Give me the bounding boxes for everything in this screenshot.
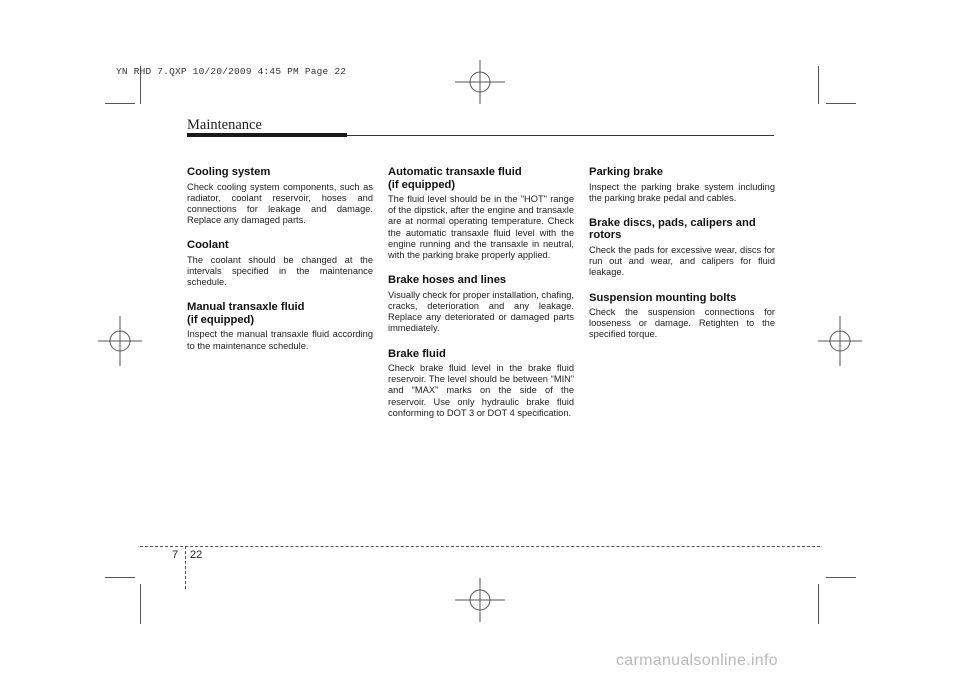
crop-mark — [818, 584, 819, 624]
section-heading: Brake fluid — [388, 347, 446, 360]
section-heading: Suspension mounting bolts — [589, 291, 737, 304]
section-body: Check the pads for excessive wear, discs for run out and wear, and calipers for fluid leakage. — [589, 244, 775, 278]
registration-mark-icon — [98, 316, 142, 366]
crop-mark — [826, 577, 856, 578]
print-slug: YN RHD 7.QXP 10/20/2009 4:45 PM Page 22 — [116, 66, 347, 77]
section-body: The fluid level should be in the "HOT" range of the dipstick, after the engine and transaxle are at normal operating temperature. Check the automatic transaxle fluid level with the engine running and the transaxle in neutral, with the parking brake properly applied. — [388, 194, 574, 261]
section-body: Inspect the parking brake system including the parking brake pedal and cables. — [589, 181, 775, 203]
section-heading: Coolant — [187, 239, 229, 252]
section-body: Check the suspension connections for looseness or damage. Retighten to the specified torque. — [589, 307, 775, 340]
registration-mark-icon — [818, 316, 862, 366]
chapter-number: 7 — [172, 549, 179, 561]
section-heading: Brake hoses and lines — [388, 274, 507, 287]
section-body: The coolant should be changed at the intervals specified in the maintenance schedule. — [187, 254, 373, 288]
crop-mark — [105, 103, 135, 104]
column-1 — [187, 166, 373, 365]
registration-mark-icon — [455, 578, 505, 622]
crop-mark — [140, 584, 141, 624]
footer-divider — [185, 546, 186, 589]
section-heading: Manual transaxle fluid (if equipped) — [187, 301, 305, 326]
section-heading: Brake discs, pads, calipers and rotors — [589, 216, 756, 242]
header-rule-thin — [347, 135, 774, 136]
watermark: carmanualsonline.info — [616, 652, 778, 669]
column-2 — [388, 166, 574, 432]
registration-mark-icon — [455, 60, 505, 104]
section-body: Check brake fluid level in the brake fluid reservoir. The level should be between “MIN” and “MAX” marks on the side of the reservoir. Use only hydraulic brake fluid conforming to DOT 3 or DOT 4 specification. — [388, 363, 574, 418]
crop-mark — [818, 66, 819, 104]
section-heading: Automatic transaxle fluid (if equipped) — [388, 166, 522, 191]
header-rule-thick — [187, 133, 347, 137]
section-body: Inspect the manual transaxle fluid according to the maintenance schedule. — [187, 329, 373, 351]
section-body: Visually check for proper installation, chafing, cracks, deterioration and any leakage. Replace any deteriorated or damaged parts immediately. — [388, 289, 574, 334]
column-3 — [589, 166, 775, 354]
section-body: Check cooling system components, such as radiator, coolant reservoir, hoses and connections for leakage and damage. Replace any damaged parts. — [187, 181, 373, 226]
section-heading: Parking brake — [589, 166, 663, 178]
crop-mark — [105, 577, 135, 578]
crop-mark — [826, 103, 856, 104]
section-heading: Cooling system — [187, 166, 271, 178]
footer-rule — [140, 546, 820, 547]
page-number: 22 — [190, 549, 203, 561]
page-title: Maintenance — [187, 117, 262, 133]
